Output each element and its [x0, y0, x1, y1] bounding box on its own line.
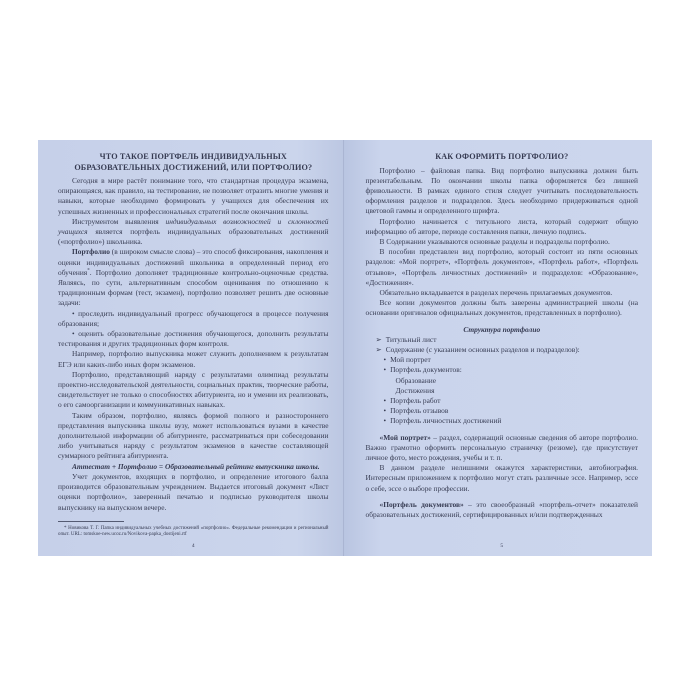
text: . Портфолио дополняет традиционные контрольно-оценочные средства. Являясь, по сути, альтернативным способом оценивания по отношению к традиционным формам (тест, экзамен), портфолио позволяет решить две основные задачи:	[58, 267, 329, 308]
text: является портфель индивидуальных образовательных достижений («портфолио») школьника.	[58, 227, 329, 247]
structure-item-label: Мой портрет	[390, 355, 431, 365]
structure-item	[366, 376, 639, 386]
paragraph: В данном разделе нелишними окажутся характеристики, автобиография. Интересным приложением к портфолио могут стать различные эссе. Например, эссе о себе, эссе о выборе профессии.	[365, 463, 638, 493]
paragraph: Портфолио – файловая папка. Вид портфолио выпускника должен быть презентабельным. По окончании школы папка оформляется без лишней фривольности. В рамках единого стиля следует учитывать последовательность оформления разделов и подразделов. Здесь необходимо придерживаться одной цветовой гаммы и определенного шрифта.	[365, 165, 638, 216]
structure-item	[366, 416, 639, 426]
footnote-divider	[58, 521, 124, 522]
italic-text: индивидуальных возможностей и склонностей учащихся	[58, 216, 329, 237]
text: (в широком смысле слова) – это способ фиксирования, накопления и оценки индивидуальных достижений школьника в определенный период его обучения	[58, 247, 329, 277]
structure-item-label: Титульный лист	[385, 334, 437, 344]
paragraph	[58, 217, 329, 248]
bullet-icon: •	[383, 416, 387, 426]
structure-item-label: Портфель работ	[390, 395, 441, 405]
paragraph: Обязательно вкладывается в разделах перечень прилагаемых документов.	[379, 287, 613, 297]
page-number: 5	[500, 543, 504, 549]
text: Инструментом выявления	[72, 216, 166, 226]
structure-item-label: Портфель отзывов	[390, 406, 449, 416]
bold-term: Портфолио	[72, 247, 110, 257]
left-page-title: ЧТО ТАКОЕ ПОРТФЕЛЬ ИНДИВИДУАЛЬНЫХ ОБРАЗОВАТЕЛЬНЫХ ДОСТИЖЕНИЙ, ИЛИ ПОРТФОЛИО?	[74, 152, 313, 172]
structure-item	[366, 406, 639, 416]
bullet-icon: •	[383, 365, 387, 375]
structure-item	[366, 345, 639, 355]
page-number: 4	[191, 543, 195, 549]
paragraph	[58, 247, 329, 308]
structure-item-label: Содержание (с указанием основных разделов и подразделов):	[385, 344, 580, 354]
left-page	[38, 140, 343, 556]
text: – это своеобразный «портфель-отчет» показателей образовательных достижений, сертифицированных и/или подтвержденных	[365, 499, 638, 519]
structure-item-label: Портфель личностных достижений	[390, 416, 502, 426]
paragraph: В Содержании указываются основные разделы и подразделы портфолио.	[379, 236, 610, 246]
paragraph: Таким образом, портфолио, являясь формой полного и разностороннего представления выпускника школы вузу, может использоваться вузами в качестве дополнительной информации об абитуриенте, рассматриваться при собеседовании либо учитываться наряду с результатом экзаменов в качестве составляющей суммарного рейтинга абитуриента.	[58, 410, 329, 461]
structure-item-label: Портфель документов:	[390, 365, 462, 375]
right-page-title: КАК ОФОРМИТЬ ПОРТФОЛИО?	[435, 152, 569, 161]
structure-item	[366, 396, 639, 406]
bold-term: «Мой портрет»	[379, 432, 431, 442]
footnote: * Новикова Т. Г. Папка индивидуальных учебных достижений «портфолио». Федеральные рекомендации и региональный опыт. URL: tomskoe-new.ucoz.ru/Novikova-papka_dostijeni.rtf	[58, 525, 329, 538]
bullet-icon: •	[383, 355, 387, 365]
bullet-icon: •	[383, 406, 387, 416]
arrow-bullet-icon: ➢	[375, 334, 382, 344]
paragraph: В пособии представлен вид портфолио, который состоит из пяти основных разделов: «Мой портрет», «Портфель документов», «Портфель работ», «Портфель отзывов», «Портфель личностных достижений» и подразделов: «Образование», «Достижения».	[365, 247, 638, 287]
paragraph	[366, 500, 639, 520]
paragraph: Портфолио начинается с титульного листа, который содержит общую информацию об авторе, периоде составления папки, личную подпись.	[365, 216, 638, 236]
book-spread	[38, 140, 652, 556]
arrow-bullet-icon: ➢	[375, 344, 382, 354]
footnote-mark: *	[87, 268, 90, 274]
paragraph: Все копии документов должны быть заверены администрацией школы (на основании оригиналов официальных документов, представленных в портфолио).	[365, 298, 638, 318]
paragraph: Учет документов, входящих в портфолио, и определение итогового балла производится образовательным учреждением. Выдается итоговый документ «Лист оценки портфолио», заверенный печатью и подписью руководителя школы выпускнику на выпускном вечере.	[58, 471, 329, 512]
structure-item	[366, 335, 639, 345]
formula: Аттестат + Портфолио = Образовательный рейтинг выпускника школы.	[72, 461, 320, 471]
bold-term: «Портфель документов»	[379, 499, 464, 509]
bullet-item: • проследить индивидуальный прогресс обучающегося в процессе получения образования;	[58, 308, 329, 328]
structure-item	[366, 365, 639, 375]
paragraph: Портфолио, представляющий наряду с результатами олимпиад результаты проектно-исследовательской деятельности, социальных практик, творческие работы, свидетельствует не только о способностях абитуриента, но и умении их реализовать, о его самоорганизации и коммуникативных навыках.	[58, 369, 329, 410]
structure-item	[366, 355, 639, 365]
structure-list	[366, 335, 639, 427]
paragraph: Сегодня в мире растёт понимание того, что стандартная процедура экзамена, опирающаяся, как правило, на тестирование, не позволяет отразить многие умения и навыки, которые необходимо формировать у учащихся для обеспечения их успешных жизненных и профессиональных стратегий после окончания школы.	[58, 176, 329, 216]
right-page	[344, 140, 653, 556]
structure-item	[366, 386, 639, 396]
text: – раздел, содержащий основные сведения об авторе портфолио. Важно грамотно оформить персональную страничку (резюме), где присутствует личное фото, место рождения, учебы и т. п.	[365, 432, 638, 462]
structure-item-label: Достижения	[395, 385, 435, 395]
paragraph	[366, 433, 639, 464]
bullet-item: • оценить образовательные достижения обучающегося, дополнить результаты тестирования и других традиционных форм контроля.	[58, 329, 329, 349]
paragraph: Например, портфолио выпускника может служить дополнением к результатам ЕГЭ или каких-либо иных форм экзаменов.	[58, 349, 329, 369]
structure-item-label: Образование	[395, 375, 437, 385]
structure-title: Структура портфолио	[463, 324, 541, 334]
bullet-icon: •	[383, 395, 387, 405]
